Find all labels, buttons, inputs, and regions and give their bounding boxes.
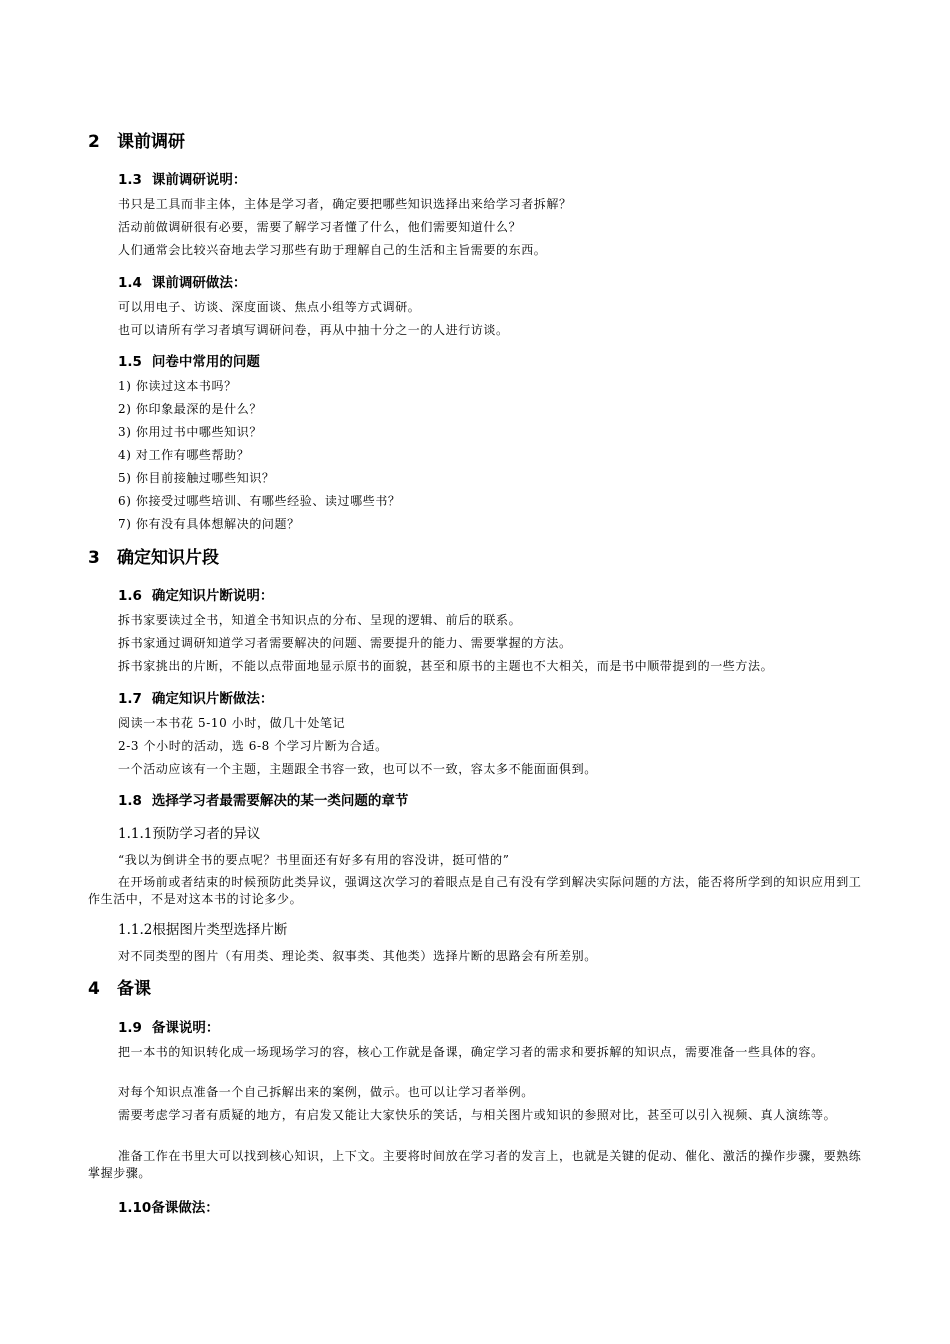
section-number: 3	[88, 548, 100, 568]
subsection-number: 1.4	[118, 275, 142, 291]
subsection-heading	[118, 584, 273, 604]
section-heading	[88, 543, 219, 568]
subsubsection-title: 预防学习者的异议	[152, 826, 261, 842]
list-item: 4) 对工作有哪些帮助？	[118, 448, 250, 462]
subsection-title: 确定知识片断做法：	[151, 691, 274, 707]
indented-paragraph: 准备工作在书里大可以找到核心知识，上下文。主要将时间放在学习者的发言上，也就是关键的促动、催化、激活的操作步骤，要熟练掌握步骤。	[88, 1149, 862, 1180]
paragraph: 也可以请所有学习者填写调研问卷，再从中抽十分之一的人进行访谈。	[118, 323, 509, 337]
paragraph: 拆书家通过调研知道学习者需要解决的问题、需要提升的能力、需要掌握的方法。	[118, 636, 572, 650]
subsection-heading	[118, 789, 408, 809]
subsection-number: 1.3	[118, 172, 142, 188]
subsection-title: 备课说明：	[151, 1020, 220, 1036]
section-heading	[88, 127, 185, 152]
paragraph: 人们通常会比较兴奋地去学习那些有助于理解自己的生活和主旨需要的东西。	[118, 243, 547, 257]
section-number: 4	[88, 979, 100, 999]
list-item: 7) 你有没有具体想解决的问题？	[118, 517, 300, 531]
indented-paragraph: 需要考虑学习者有质疑的地方，有启发又能让大家快乐的笑话，与相关图片或知识的参照对比，甚至可以引入视频、真人演练等。	[118, 1108, 837, 1122]
subsection-heading	[118, 687, 273, 707]
indented-paragraph: 对每个知识点准备一个自己拆解出来的案例，做示。也可以让学习者举例。	[118, 1085, 534, 1099]
subsubsection-title: 根据图片类型选择片断	[152, 922, 288, 938]
subsection-title: 确定知识片断说明：	[151, 588, 274, 604]
subsection-heading	[118, 1016, 219, 1036]
section-number: 2	[88, 132, 100, 152]
list-item: 3) 你用过书中哪些知识？	[118, 425, 262, 439]
subsection-heading	[118, 1196, 219, 1216]
subsubsection-number: 1.1.1	[118, 826, 153, 842]
paragraph: 阅读一本书花 5-10 小时，做几十处笔记	[118, 716, 346, 730]
quote-paragraph: “我以为倒讲全书的要点呢？书里面还有好多有用的容没讲，挺可惜的”	[118, 853, 510, 867]
subsubsection-heading	[118, 918, 287, 938]
indented-paragraph: 在开场前或者结束的时候预防此类异议，强调这次学习的着眼点是自己有没有学到解决实际问题的方法，能否将所学到的知识应用到工作生活中，不是对这本书的讨论多少。	[88, 875, 862, 906]
section-heading	[88, 974, 151, 999]
list-item: 1) 你读过这本书吗？	[118, 379, 237, 393]
subsection-heading	[118, 271, 246, 291]
subsection-number: 1.5	[118, 354, 142, 370]
paragraph: 可以用电子、访谈、深度面谈、焦点小组等方式调研。	[118, 300, 421, 314]
subsection-number: 1.10	[118, 1200, 152, 1216]
paragraph: 对不同类型的图片（有用类、理论类、叙事类、其他类）选择片断的思路会有所差别。	[118, 949, 597, 963]
subsection-number: 1.6	[118, 588, 142, 604]
subsection-title: 课前调研做法：	[151, 275, 247, 291]
subsection-title: 问卷中常用的问题	[151, 354, 260, 370]
indented-paragraph: 把一本书的知识转化成一场现场学习的容，核心工作就是备课，确定学习者的需求和要拆解的知识点，需要准备一些具体的容。	[118, 1045, 824, 1059]
subsubsection-heading	[118, 822, 260, 842]
paragraph: 2-3 个小时的活动，选 6-8 个学习片断为合适。	[118, 739, 388, 753]
subsection-number: 1.7	[118, 691, 142, 707]
subsubsection-number: 1.1.2	[118, 922, 153, 938]
paragraph: 活动前做调研很有必要，需要了解学习者懂了什么，他们需要知道什么？	[118, 220, 522, 234]
paragraph: 一个活动应该有一个主题，主题跟全书容一致，也可以不一致，容太多不能面面俱到。	[118, 762, 597, 776]
section-title: 课前调研	[117, 132, 185, 152]
subsection-title: 备课做法：	[151, 1200, 219, 1216]
section-title: 备课	[117, 979, 151, 999]
section-title: 确定知识片段	[117, 548, 219, 568]
subsection-number: 1.8	[118, 793, 142, 809]
list-item: 2) 你印象最深的是什么？	[118, 402, 262, 416]
paragraph: 拆书家要读过全书，知道全书知识点的分布、呈现的逻辑、前后的联系。	[118, 613, 522, 627]
subsection-title: 选择学习者最需要解决的某一类问题的章节	[151, 793, 409, 809]
subsection-heading	[118, 350, 260, 370]
paragraph: 拆书家挑出的片断，不能以点带面地显示原书的面貌，甚至和原书的主题也不大相关，而是书中顺带提到的一些方法。	[118, 659, 774, 673]
paragraph: 书只是工具而非主体，主体是学习者，确定要把哪些知识选择出来给学习者拆解？	[118, 197, 572, 211]
subsection-title: 课前调研说明：	[151, 172, 247, 188]
subsection-heading	[118, 168, 246, 188]
list-item: 5) 你目前接触过哪些知识？	[118, 471, 275, 485]
subsection-number: 1.9	[118, 1020, 142, 1036]
list-item: 6) 你接受过哪些培训、有哪些经验、读过哪些书？	[118, 494, 401, 508]
